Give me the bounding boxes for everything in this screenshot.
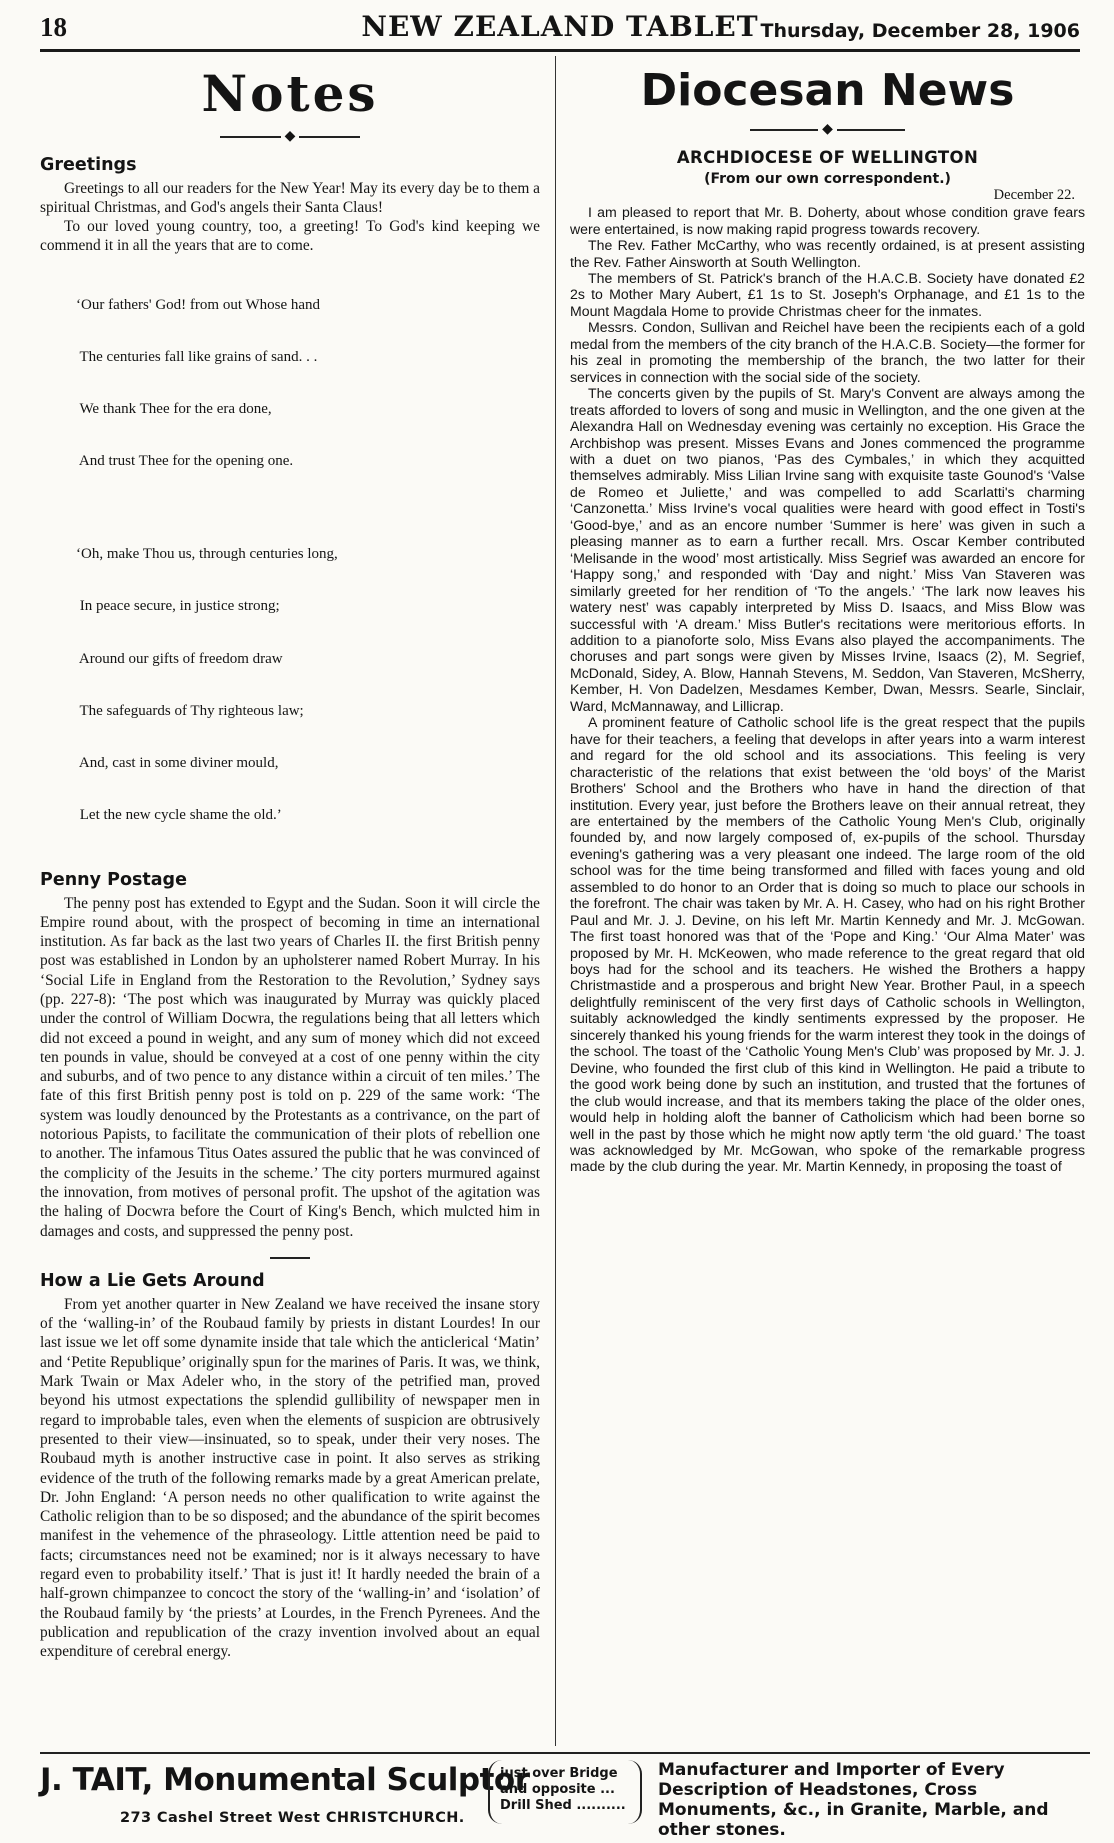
correspondent-line: (From our own correspondent.) [704, 171, 951, 188]
poem-line: ‘Our fathers' God! from out Whose hand [76, 296, 321, 313]
poem-line: ‘Oh, make Thou us, through centuries long, [76, 546, 338, 563]
advertiser-location-box: just over Bridge and opposite ... Drill Shed .......... [488, 1760, 642, 1824]
greetings-paragraph-1: Greetings to all our readers for the New Year! May its every day be to them a spiritual Christmas, and God's angels their Santa Claus! [40, 179, 540, 216]
advertisement [40, 1752, 1090, 1840]
news-paragraph-2: The Rev. Father McCarthy, who was recently ordained, is at present assisting the Rev. Father Ainsworth at South Wellington. [570, 237, 1085, 270]
advertiser-description: Manufacturer and Importer of Every Description of Headstones, Cross Monuments, &c., in Granite, Marble, and other stones. [658, 1760, 1049, 1840]
poem-stanza-2 [76, 511, 540, 859]
diamond-icon: ◆ [818, 122, 837, 137]
greetings-poem [76, 262, 540, 860]
news-paragraph-5: The concerts given by the pupils of St. Mary's Convent are always among the treats afforded to lovers of song and music in Wellington, and the one given at the Alexandra Hall on Wednesday evening was certainly no exception. His Grace the Archbishop was present. Misses Evans and Jones commenced the programme with a duet on two pianos, ‘Pas des Cymbales,’ in which they acquitted themselves admirably. Miss Lilian Irvine sang with exquisite taste Gounod's ‘Valse de Romeo et Juliette,’ and was compelled to add Scarlatti's charming ‘Canzonetta.’ Miss Irvine's vocal qualities were heard with good effect in Tosti's ‘Good-bye,’ and as an encore number ‘Summer is here’ was given in such a pleasing manner as to earn a further recall. Mrs. Oscar Kember contributed ‘Melisande in the wood’ most artistically. Miss Segrief was awarded an encore for ‘Happy song,’ and responded with ‘Day and night.’ Miss Van Staveren was similarly greeted for her rendition of ‘To the angels.’ ‘The lark now leaves his watery nest’ was capably interpreted by Miss D. Isaacs, and Miss Blow was successful with ‘A dream.’ Miss Butler's recitations were meritorious efforts. In addition to a pianoforte solo, Miss Evans also played the accompaniments. The choruses and part songs were given by Misses Irvine, Isaacs (2), M. Segrief, McDonald, Sidey, A. Blow, Hannah Stevens, M. Seddon, Van Staveren, McSherry, Kember, H. Von Dadelzen, Mesdames Kember, Dwan, Messrs. Searle, Sinclair, Ward, McMannaway, and Lillicrap. [570, 385, 1085, 714]
greetings-paragraph-2: To our loved young country, too, a greeting! To God's kind keeping we commend it in all the years that are to come. [40, 218, 540, 255]
news-paragraph-4: Messrs. Condon, Sullivan and Reichel have been the recipients each of a gold medal from the members of the city branch of the H.A.C.B. Society—the former for his zeal in promoting the membership of the branch, the two latter for their services in connection with the social side of the society. [570, 319, 1085, 385]
page-number: 18 [40, 12, 67, 42]
advertiser-name: J. TAIT, Monumental Sculptor [40, 1762, 530, 1798]
penny-postage-paragraph: The penny post has extended to Egypt and the Sudan. Soon it will circle the Empire round about, with the prospect of becoming in time an international institution. As far back as the last two years of Charles II. the first British penny post was established in London by an upholsterer named Robert Murray. In his ‘Social Life in England from the Restoration to the Revolution,’ Sydney says (pp. 227-8): ‘The post which was inaugurated by Murray was quickly placed under the control of William Docwra, the regulations being that all letters which did not exceed a pound in weight, and any sum of money which did not exceed ten pounds in value, should be conveyed at a cost of one penny within the city and suburbs, and of two pence to any distance within a circuit of ten miles.’ The fate of this first British penny post is told on p. 229 of the same work: ‘The system was loudly denounced by the Protestants as a contrivance, on the part of notorious Papists, to facilitate the communication of their plots of rebellion one to another. The infamous Titus Oates assured the public that he was convinced of the complicity of the Jesuits in the scheme.’ The city porters murmured against the innovation, from motives of personal profit. The upshot of the agitation was the haling of Docwra before the Court of King's Bench, which mulcted him in damages and costs, and suppressed the penny post. [40, 894, 540, 1240]
penny-postage-heading: Penny Postage [40, 869, 187, 890]
notes-column [40, 68, 540, 1738]
poem-line: We thank Thee for the era done, [76, 400, 272, 417]
poem-line: The centuries fall like grains of sand. . . [76, 348, 318, 365]
section-rule [270, 1257, 310, 1259]
title-ornament [570, 122, 1085, 138]
title-ornament [40, 128, 540, 144]
page-header [40, 8, 1080, 52]
news-paragraph-6: A prominent feature of Catholic school life is the great respect that the pupils have for their teachers, a feeling that develops in after years into a warm interest and regard for the old school and its associations. This feeling is very characteristic of the relations that exist between the ‘old boys’ of the Marist Brothers' School and the Brothers who have in hand the direction of that institution. Every year, just before the Brothers leave on their annual retreat, they are entertained by the members of the Catholic Young Men's Club, originally founded by, and now largely composed of, ex-pupils of the school. Thursday evening's gathering was a very pleasant one indeed. The large room of the old school was for the time being transformed and filled with faces young and old assembled to do honor to an Order that is doing so much to place our schools in the forefront. The chair was taken by Mr. A. H. Casey, who had on his right Brother Paul and Mr. J. J. Devine, on his left Mr. Martin Kennedy and Mr. J. McGowan. The first toast honored was that of the ‘Pope and King.’ ‘Our Alma Mater’ was proposed by Mr. H. McKeowen, who made reference to the great regard that old boys had for the school and its teachers. He wished the Brothers a happy Christmastide and a prosperous and bright New Year. Brother Paul, in a speech delightfully reminiscent of the very first days of Catholic schools in Wellington, suitably acknowledged the kindly sentiments expressed by the proposer. He sincerely thanked his young friends for the warm interest they took in the doings of the school. The toast of the ‘Catholic Young Men's Club’ was proposed by Mr. J. J. Devine, who founded the first club of this kind in Wellington. He paid a tribute to the good work being done by such an institution, and trusted that the fortunes of the club would increase, and that its members taking the place of the older ones, would help in holding aloft the banner of Catholicism which had been borne so well in the past by those which he might now aptly term ‘the old guard.’ The toast was acknowledged by Mr. McGowan, who spoke of the remarkable progress made by the club during the year. Mr. Martin Kennedy, in proposing the toast of [570, 714, 1085, 1175]
lie-paragraph: From yet another quarter in New Zealand we have received the insane story of the ‘walling-in’ of the Roubaud family by priests in distant Lourdes! In our last issue we let off some dynamite inside that tale which the anticlerical ‘Matin’ and ‘Petite Republique’ originally spun for the marines of Paris. It was, we think, Mark Twain or Max Adeler who, in the story of the petrified man, proved beyond his utmost expectations the splendid gullibility of newspaper men in regard to improbable tales, even when the elements of suspicion are obtrusively presented to their view—insinuated, so to speak, under their very noses. The Roubaud myth is another instructive case in point. It also serves as striking evidence of the truth of the following remarks made by a great American prelate, Dr. John England: ‘A person needs no other qualification to write against the Catholic religion than to be so disposed; and the abundance of the spirit becomes manifest in the vehemence of the phraseology. Little attention need be paid to facts; circumstances need not be examined; nor is it always necessary to have regard even to probability itself.’ That is just it! It hardly needed the brain of a half-grown chimpanzee to concoct the story of the ‘walling-in’ and ‘isolation’ of the Roubaud family by ‘the priests’ at Lourdes, in the French Pyrenees. And the publication and republication of the crazy invention involved about an equal expenditure of cerebral energy. [40, 1295, 540, 1661]
archdiocese-heading: ARCHDIOCESE OF WELLINGTON [676, 148, 979, 168]
poem-line: The safeguards of Thy righteous law; [76, 702, 304, 719]
poem-line: And trust Thee for the opening one. [76, 453, 294, 470]
lie-heading: How a Lie Gets Around [40, 1270, 265, 1291]
poem-line: In peace secure, in justice strong; [76, 598, 280, 615]
poem-line: And, cast in some diviner mould, [76, 755, 279, 772]
diamond-icon: ◆ [281, 129, 300, 144]
advertiser-address: 273 Cashel Street West CHRISTCHURCH. [120, 1810, 465, 1826]
issue-date: Thursday, December 28, 1906 [760, 20, 1080, 42]
column-divider [555, 56, 556, 1746]
greetings-heading: Greetings [40, 154, 137, 175]
poem-stanza-1 [76, 262, 540, 506]
diocesan-column [570, 68, 1085, 1738]
masthead: NEW ZEALAND TABLET [361, 10, 759, 43]
diocesan-title: Diocesan News [640, 68, 1015, 116]
news-paragraph-1: I am pleased to report that Mr. B. Doherty, about whose condition grave fears were entertained, is now making rapid progress towards recovery. [570, 204, 1085, 237]
dateline: December 22. [993, 187, 1075, 204]
poem-line: Let the new cycle shame the old.’ [76, 807, 282, 824]
news-paragraph-3: The members of St. Patrick's branch of the H.A.C.B. Society have donated £2 2s to Mother Mary Aubert, £1 1s to St. Joseph's Orphanage, and £1 1s to the Mount Magdala Home to provide Christmas cheer for the inmates. [570, 270, 1085, 319]
poem-line: Around our gifts of freedom draw [76, 650, 283, 667]
notes-title: Notes [201, 68, 379, 123]
